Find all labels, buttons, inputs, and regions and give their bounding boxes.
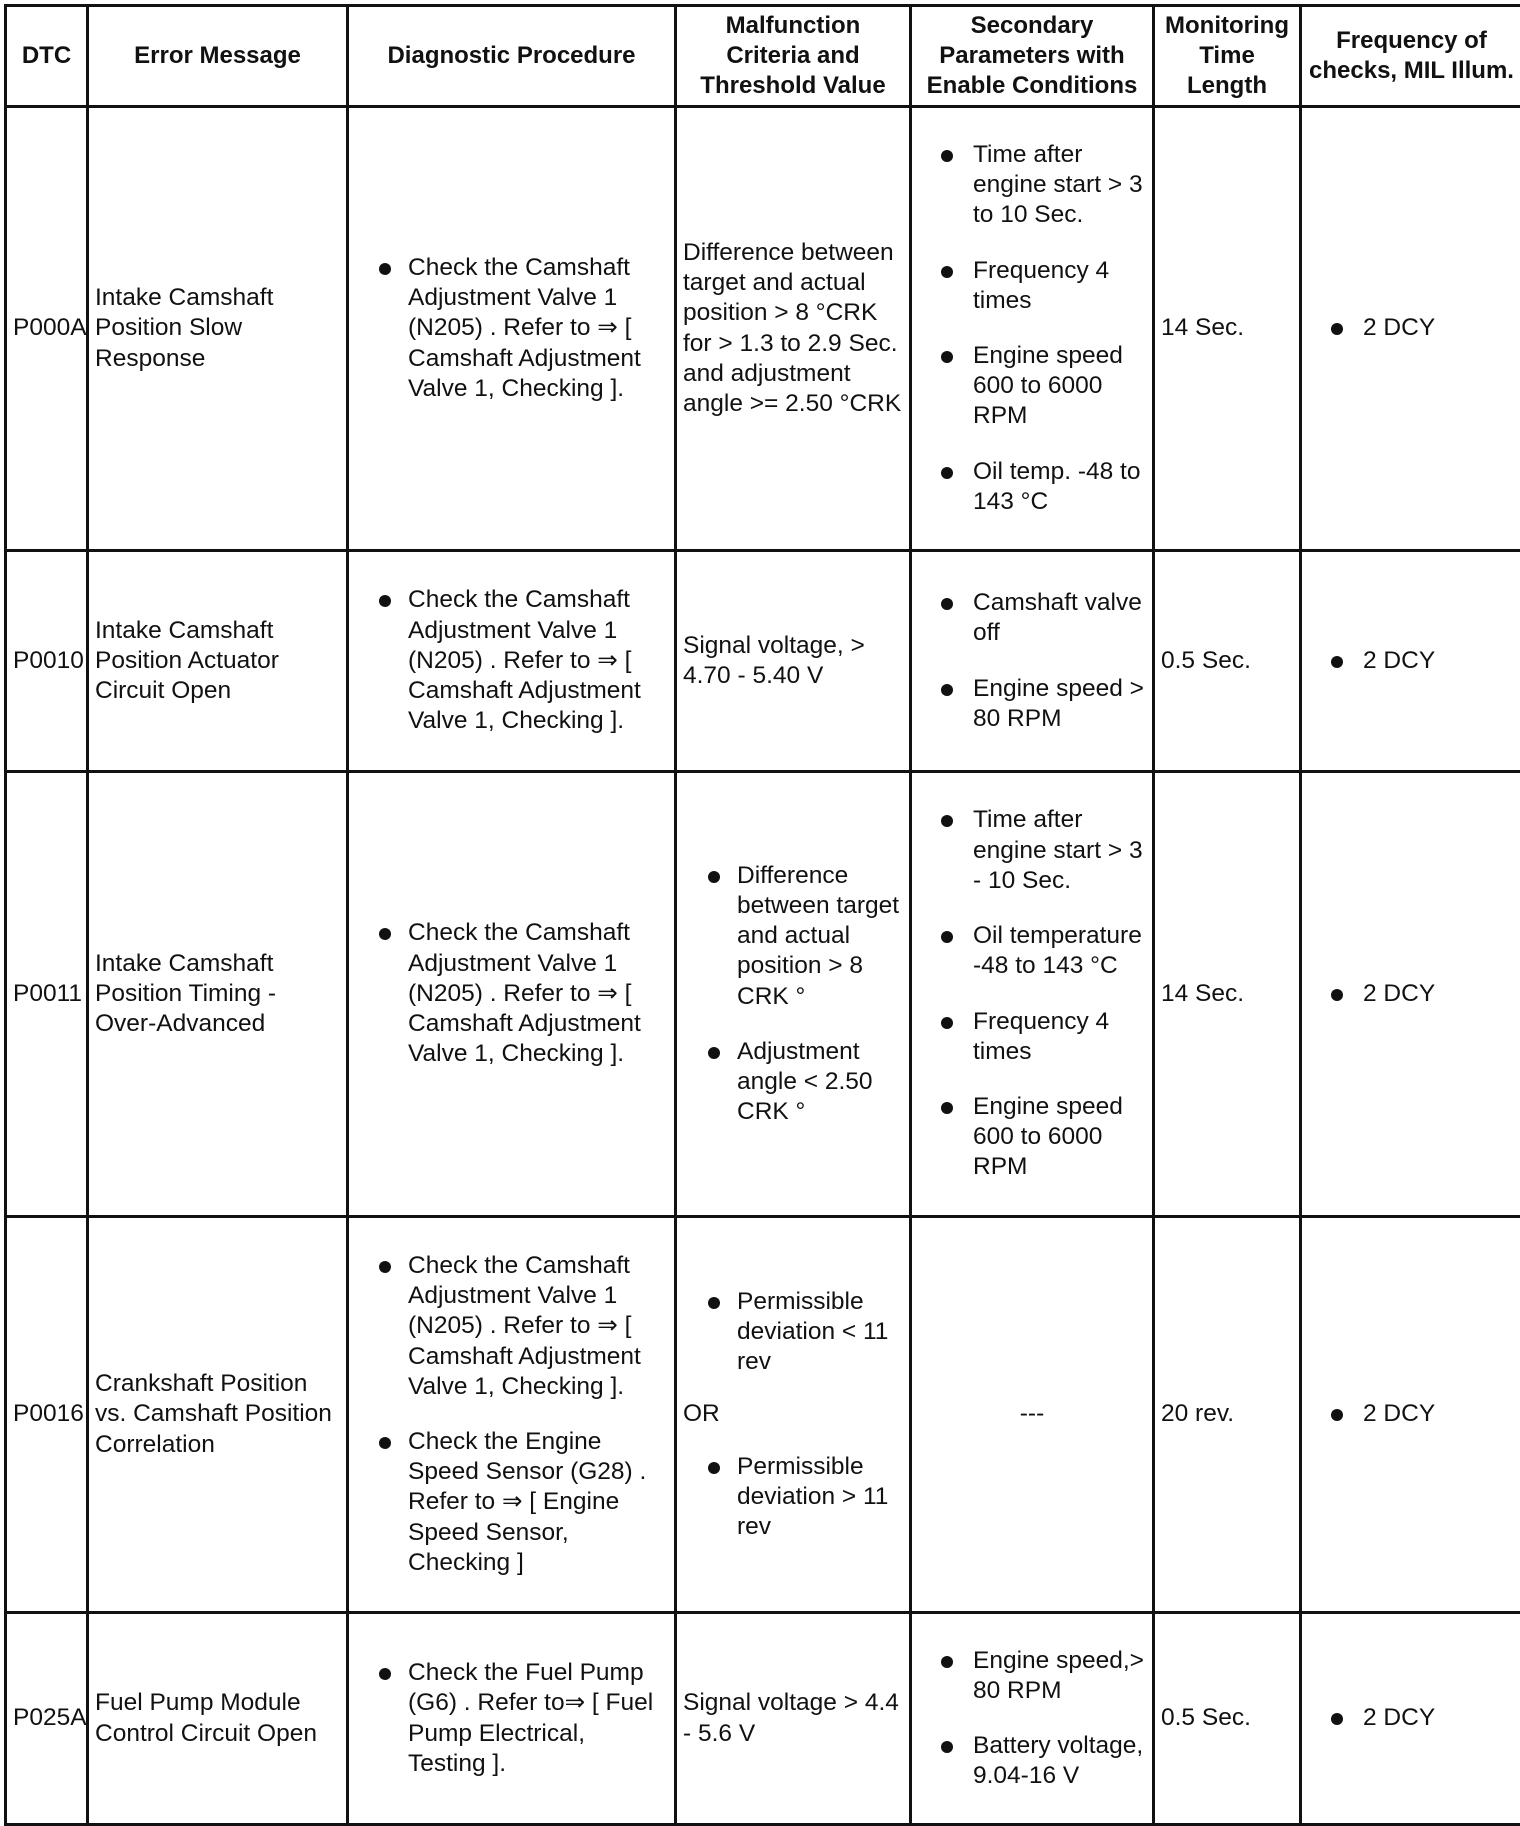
malfunction-list xyxy=(683,861,903,1128)
dtc-code: P000A xyxy=(6,107,88,551)
secondary-item: Frequency 4 times xyxy=(918,256,1146,316)
table-row xyxy=(6,1613,1520,1825)
secondary-list xyxy=(918,140,1146,517)
frequency-item: 2 DCY xyxy=(1308,313,1515,343)
secondary-parameters xyxy=(911,1613,1154,1825)
frequency-item: 2 DCY xyxy=(1308,646,1515,676)
dtc-code: P0010 xyxy=(6,551,88,772)
malfunction-criteria xyxy=(676,772,911,1217)
monitoring-time: 20 rev. xyxy=(1154,1217,1301,1613)
procedure-list xyxy=(355,585,668,736)
header-secondary-parameters: Secondary Parameters with Enable Conditions xyxy=(911,6,1154,107)
secondary-parameters xyxy=(911,107,1154,551)
error-message: Fuel Pump Module Control Circuit Open xyxy=(88,1613,348,1825)
secondary-item: Oil temperature -48 to 143 °C xyxy=(918,921,1146,981)
dtc-code: P0016 xyxy=(6,1217,88,1613)
malfunction-list xyxy=(683,1452,903,1543)
header-frequency: Frequency of checks, MIL Illum. xyxy=(1301,6,1520,107)
frequency-cell xyxy=(1301,772,1520,1217)
secondary-item: Engine speed 600 to 6000 RPM xyxy=(918,341,1146,432)
dtc-document xyxy=(4,4,1520,1826)
secondary-list xyxy=(918,588,1146,734)
malfunction-criteria: Signal voltage, > 4.70 - 5.40 V xyxy=(676,551,911,772)
header-error-message: Error Message xyxy=(88,6,348,107)
procedure-item: Check the Camshaft Adjustment Valve 1 (N205) . Refer to ⇒ [ Camshaft Adjustment Valve 1, Checking ]. xyxy=(355,585,668,736)
monitoring-time: 14 Sec. xyxy=(1154,107,1301,551)
procedure-item: Check the Engine Speed Sensor (G28) . Refer to ⇒ [ Engine Speed Sensor, Checking ] xyxy=(355,1427,668,1578)
diagnostic-procedure xyxy=(348,551,676,772)
frequency-list xyxy=(1308,313,1515,343)
error-message: Intake Camshaft Position Timing - Over-Advanced xyxy=(88,772,348,1217)
secondary-item: Engine speed > 80 RPM xyxy=(918,674,1146,734)
procedure-item: Check the Fuel Pump (G6) . Refer to⇒ [ Fuel Pump Electrical, Testing ]. xyxy=(355,1658,668,1779)
dtc-code: P0011 xyxy=(6,772,88,1217)
procedure-item: Check the Camshaft Adjustment Valve 1 (N205) . Refer to ⇒ [ Camshaft Adjustment Valve 1, Checking ]. xyxy=(355,918,668,1069)
procedure-list xyxy=(355,253,668,404)
frequency-cell xyxy=(1301,1217,1520,1613)
malfunction-criteria xyxy=(676,1217,911,1613)
secondary-item: Battery voltage, 9.04-16 V xyxy=(918,1731,1146,1791)
procedure-list xyxy=(355,1251,668,1578)
diagnostic-procedure xyxy=(348,107,676,551)
secondary-parameters xyxy=(911,772,1154,1217)
secondary-item: Oil temp. -48 to 143 °C xyxy=(918,457,1146,517)
frequency-cell xyxy=(1301,107,1520,551)
malfunction-or-label: OR xyxy=(683,1399,903,1429)
secondary-item: Frequency 4 times xyxy=(918,1007,1146,1067)
malfunction-item: Permissible deviation > 11 rev xyxy=(683,1452,903,1543)
dtc-table xyxy=(4,4,1520,1826)
secondary-parameters xyxy=(911,551,1154,772)
table-row xyxy=(6,551,1520,772)
secondary-list xyxy=(918,805,1146,1182)
secondary-item: Engine speed 600 to 6000 RPM xyxy=(918,1092,1146,1183)
secondary-item: Camshaft valve off xyxy=(918,588,1146,648)
malfunction-criteria: Signal voltage > 4.4 - 5.6 V xyxy=(676,1613,911,1825)
frequency-item: 2 DCY xyxy=(1308,979,1515,1009)
monitoring-time: 0.5 Sec. xyxy=(1154,1613,1301,1825)
table-row xyxy=(6,1217,1520,1613)
error-message: Intake Camshaft Position Slow Response xyxy=(88,107,348,551)
diagnostic-procedure xyxy=(348,1217,676,1613)
procedure-list xyxy=(355,918,668,1069)
header-monitoring-time: Monitoring Time Length xyxy=(1154,6,1301,107)
monitoring-time: 0.5 Sec. xyxy=(1154,551,1301,772)
procedure-list xyxy=(355,1658,668,1779)
frequency-list xyxy=(1308,1399,1515,1429)
table-row xyxy=(6,772,1520,1217)
frequency-item: 2 DCY xyxy=(1308,1399,1515,1429)
frequency-list xyxy=(1308,1703,1515,1733)
malfunction-item: Difference between target and actual position > 8 CRK ° xyxy=(683,861,903,1012)
secondary-item: Time after engine start > 3 to 10 Sec. xyxy=(918,140,1146,231)
error-message: Crankshaft Position vs. Camshaft Position Correlation xyxy=(88,1217,348,1613)
header-diagnostic-procedure: Diagnostic Procedure xyxy=(348,6,676,107)
header-row xyxy=(6,6,1520,107)
procedure-item: Check the Camshaft Adjustment Valve 1 (N205) . Refer to ⇒ [ Camshaft Adjustment Valve 1, Checking ]. xyxy=(355,253,668,404)
header-malfunction-criteria: Malfunction Criteria and Threshold Value xyxy=(676,6,911,107)
error-message: Intake Camshaft Position Actuator Circuit Open xyxy=(88,551,348,772)
malfunction-item: Permissible deviation < 11 rev xyxy=(683,1287,903,1378)
monitoring-time: 14 Sec. xyxy=(1154,772,1301,1217)
malfunction-list xyxy=(683,1287,903,1378)
secondary-list xyxy=(918,1646,1146,1792)
secondary-item: Time after engine start > 3 - 10 Sec. xyxy=(918,805,1146,896)
malfunction-criteria: Difference between target and actual position > 8 °CRK for > 1.3 to 2.9 Sec. and adjustment angle >= 2.50 °CRK xyxy=(676,107,911,551)
frequency-list xyxy=(1308,646,1515,676)
dtc-code: P025A xyxy=(6,1613,88,1825)
table-row xyxy=(6,107,1520,551)
frequency-cell xyxy=(1301,551,1520,772)
frequency-cell xyxy=(1301,1613,1520,1825)
malfunction-item: Adjustment angle < 2.50 CRK ° xyxy=(683,1037,903,1128)
secondary-parameters: --- xyxy=(911,1217,1154,1613)
procedure-item: Check the Camshaft Adjustment Valve 1 (N205) . Refer to ⇒ [ Camshaft Adjustment Valve 1, Checking ]. xyxy=(355,1251,668,1402)
header-dtc: DTC xyxy=(6,6,88,107)
frequency-list xyxy=(1308,979,1515,1009)
diagnostic-procedure xyxy=(348,772,676,1217)
secondary-item: Engine speed,> 80 RPM xyxy=(918,1646,1146,1706)
diagnostic-procedure xyxy=(348,1613,676,1825)
frequency-item: 2 DCY xyxy=(1308,1703,1515,1733)
